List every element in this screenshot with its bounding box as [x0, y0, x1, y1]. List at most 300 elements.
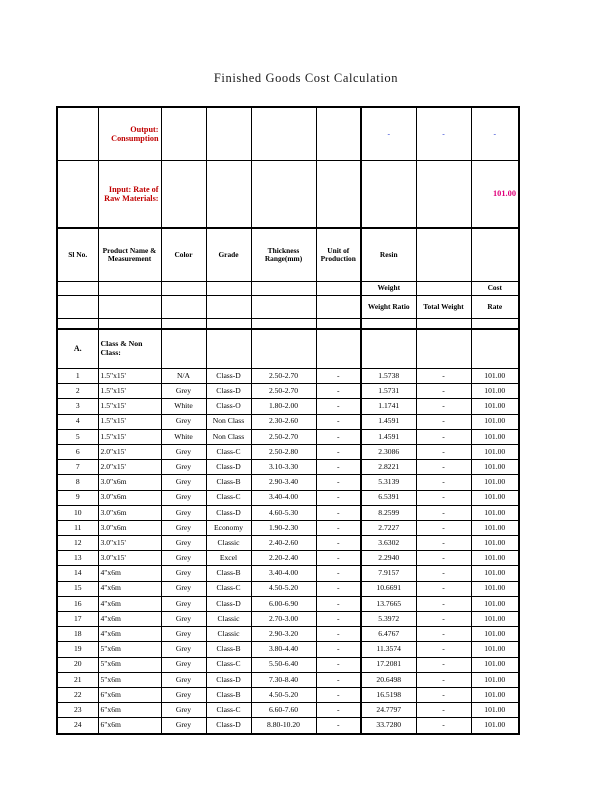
- cell-unit-of-production: -: [316, 627, 361, 642]
- header-weight-ratio: Weight Ratio: [361, 296, 416, 319]
- cell-color: Grey: [161, 581, 206, 596]
- cell-sl-no: 6: [57, 444, 98, 459]
- table-row: [57, 414, 519, 429]
- cell-weight-ratio: 5.3139: [361, 475, 416, 490]
- cell-color: Grey: [161, 703, 206, 718]
- cell-product-name: 2.0"x15': [98, 460, 161, 475]
- input-row-blank-color: [161, 161, 206, 229]
- cell-grade: Class-B: [206, 687, 251, 702]
- cell-unit-of-production: -: [316, 505, 361, 520]
- cell-total-weight: -: [416, 460, 471, 475]
- subheader-blank-grade: [206, 296, 251, 319]
- output-rate-dash: -: [471, 107, 519, 161]
- cell-sl-no: 20: [57, 657, 98, 672]
- cell-sl-no: 14: [57, 566, 98, 581]
- cell-thickness-range: 3.40-4.00: [251, 490, 316, 505]
- table-row: [57, 627, 519, 642]
- cell-weight-ratio: 1.5731: [361, 384, 416, 399]
- cell-unit-of-production: -: [316, 490, 361, 505]
- cell-color: White: [161, 399, 206, 414]
- cell-weight-ratio: 2.2940: [361, 551, 416, 566]
- table-row: [57, 444, 519, 459]
- table-row: [57, 672, 519, 687]
- cell-weight-ratio: 3.6302: [361, 536, 416, 551]
- cell-unit-of-production: -: [316, 566, 361, 581]
- table-row: [57, 657, 519, 672]
- cell-thickness-range: 8.80-10.20: [251, 718, 316, 734]
- cell-sl-no: 18: [57, 627, 98, 642]
- cell-sl-no: 12: [57, 536, 98, 551]
- cell-grade: Class-D: [206, 384, 251, 399]
- cell-thickness-range: 5.50-6.40: [251, 657, 316, 672]
- table-row: [57, 520, 519, 535]
- cell-rate: 101.00: [471, 566, 519, 581]
- cell-thickness-range: 2.90-3.20: [251, 627, 316, 642]
- cell-rate: 101.00: [471, 490, 519, 505]
- group-row-blank-product: [98, 282, 161, 296]
- cell-grade: Classic: [206, 612, 251, 627]
- table-row: [57, 475, 519, 490]
- cell-color: Grey: [161, 384, 206, 399]
- cell-unit-of-production: -: [316, 399, 361, 414]
- cell-color: Grey: [161, 612, 206, 627]
- cell-grade: Class-B: [206, 475, 251, 490]
- table-row: [57, 536, 519, 551]
- cell-thickness-range: 2.90-3.40: [251, 475, 316, 490]
- cell-total-weight: -: [416, 520, 471, 535]
- cell-sl-no: 16: [57, 596, 98, 611]
- cell-unit-of-production: -: [316, 384, 361, 399]
- cell-total-weight: -: [416, 475, 471, 490]
- cell-thickness-range: 6.00-6.90: [251, 596, 316, 611]
- cell-weight-ratio: 2.7227: [361, 520, 416, 535]
- spacer-cell-total: [416, 319, 471, 330]
- group-row-blank-grade: [206, 282, 251, 296]
- input-row-blank-grade: [206, 161, 251, 229]
- cell-unit-of-production: -: [316, 520, 361, 535]
- cell-weight-ratio: 8.2599: [361, 505, 416, 520]
- spacer-cell-rate: [471, 319, 519, 330]
- group-row-blank-sl: [57, 282, 98, 296]
- header-resin-span-blank: [416, 228, 471, 282]
- cell-color: Grey: [161, 460, 206, 475]
- cell-product-name: 5"x6m: [98, 657, 161, 672]
- cell-unit-of-production: -: [316, 612, 361, 627]
- cell-thickness-range: 4.50-5.20: [251, 581, 316, 596]
- output-row-blank-sl: [57, 107, 98, 161]
- header-resin: Resin: [361, 228, 416, 282]
- cell-thickness-range: 1.80-2.00: [251, 399, 316, 414]
- cell-product-name: 3.0"x6m: [98, 490, 161, 505]
- cell-thickness-range: 2.30-2.60: [251, 414, 316, 429]
- cell-color: Grey: [161, 536, 206, 551]
- cell-color: Grey: [161, 505, 206, 520]
- spacer-cell-grade: [206, 319, 251, 330]
- cell-sl-no: 24: [57, 718, 98, 734]
- input-rate-row: [57, 161, 519, 229]
- cell-product-name: 6"x6m: [98, 687, 161, 702]
- header-cost-group: Cost: [471, 282, 519, 296]
- cost-calculation-table: [56, 106, 520, 735]
- table-row: [57, 399, 519, 414]
- header-color: Color: [161, 228, 206, 282]
- cell-sl-no: 5: [57, 429, 98, 444]
- cell-rate: 101.00: [471, 460, 519, 475]
- cell-thickness-range: 3.80-4.40: [251, 642, 316, 657]
- cell-product-name: 1.5"x15': [98, 429, 161, 444]
- cell-product-name: 3.0"x15': [98, 536, 161, 551]
- input-row-blank-unit: [316, 161, 361, 229]
- cell-unit-of-production: -: [316, 429, 361, 444]
- header-product-name: Product Name & Measurement: [98, 228, 161, 282]
- column-header-row: [57, 228, 519, 282]
- cell-thickness-range: 2.50-2.70: [251, 384, 316, 399]
- cell-unit-of-production: -: [316, 414, 361, 429]
- cell-unit-of-production: -: [316, 581, 361, 596]
- spacer-cell-sl: [57, 319, 98, 330]
- cell-unit-of-production: -: [316, 444, 361, 459]
- cell-product-name: 3.0"x6m: [98, 475, 161, 490]
- cell-thickness-range: 2.50-2.70: [251, 369, 316, 384]
- table-row: [57, 596, 519, 611]
- output-row-blank-unit: [316, 107, 361, 161]
- cell-grade: Classic: [206, 536, 251, 551]
- cell-rate: 101.00: [471, 627, 519, 642]
- spacer-cell-color: [161, 319, 206, 330]
- cell-color: Grey: [161, 551, 206, 566]
- cell-grade: Class-B: [206, 566, 251, 581]
- cell-product-name: 6"x6m: [98, 703, 161, 718]
- header-cost-span-blank: [471, 228, 519, 282]
- spacer-cell-thickness: [251, 319, 316, 330]
- cell-total-weight: -: [416, 581, 471, 596]
- cell-weight-ratio: 5.3972: [361, 612, 416, 627]
- section-blank-thickness: [251, 329, 316, 369]
- cell-unit-of-production: -: [316, 475, 361, 490]
- cell-sl-no: 3: [57, 399, 98, 414]
- subheader-blank-sl: [57, 296, 98, 319]
- cell-product-name: 4"x6m: [98, 627, 161, 642]
- header-grade: Grade: [206, 228, 251, 282]
- cell-grade: Class-C: [206, 444, 251, 459]
- cell-total-weight: -: [416, 672, 471, 687]
- cell-sl-no: 19: [57, 642, 98, 657]
- cell-rate: 101.00: [471, 672, 519, 687]
- input-row-blank-thickness: [251, 161, 316, 229]
- cell-grade: Class-D: [206, 718, 251, 734]
- cell-grade: Class-C: [206, 581, 251, 596]
- cell-grade: Class-B: [206, 642, 251, 657]
- section-row-a: [57, 329, 519, 369]
- input-row-blank-total: [416, 161, 471, 229]
- section-letter: A.: [57, 329, 98, 369]
- cell-rate: 101.00: [471, 369, 519, 384]
- cell-unit-of-production: -: [316, 672, 361, 687]
- cell-total-weight: -: [416, 414, 471, 429]
- cell-grade: Classic: [206, 627, 251, 642]
- cell-rate: 101.00: [471, 505, 519, 520]
- cell-color: Grey: [161, 490, 206, 505]
- section-blank-unit: [316, 329, 361, 369]
- group-row-blank-total: [416, 282, 471, 296]
- cell-sl-no: 13: [57, 551, 98, 566]
- cell-unit-of-production: -: [316, 369, 361, 384]
- cell-rate: 101.00: [471, 642, 519, 657]
- cell-total-weight: -: [416, 384, 471, 399]
- cell-total-weight: -: [416, 505, 471, 520]
- section-blank-grade: [206, 329, 251, 369]
- cell-thickness-range: 1.90-2.30: [251, 520, 316, 535]
- subheader-blank-color: [161, 296, 206, 319]
- cell-weight-ratio: 1.4591: [361, 429, 416, 444]
- cell-color: Grey: [161, 596, 206, 611]
- cell-grade: Class-D: [206, 672, 251, 687]
- cell-weight-ratio: 11.3574: [361, 642, 416, 657]
- table-row: [57, 551, 519, 566]
- input-row-blank-resin: [361, 161, 416, 229]
- table-row: [57, 718, 519, 734]
- cell-product-name: 6"x6m: [98, 718, 161, 734]
- input-rate-label: Input: Rate of Raw Materials:: [98, 161, 161, 229]
- cell-product-name: 1.5"x15': [98, 384, 161, 399]
- cell-total-weight: -: [416, 566, 471, 581]
- cell-grade: Class-D: [206, 505, 251, 520]
- table-row: [57, 490, 519, 505]
- cell-sl-no: 8: [57, 475, 98, 490]
- header-weight-group: Weight: [361, 282, 416, 296]
- cell-sl-no: 1: [57, 369, 98, 384]
- cell-rate: 101.00: [471, 657, 519, 672]
- cell-thickness-range: 3.40-4.00: [251, 566, 316, 581]
- cell-weight-ratio: 20.6498: [361, 672, 416, 687]
- cell-total-weight: -: [416, 703, 471, 718]
- cell-rate: 101.00: [471, 520, 519, 535]
- cell-thickness-range: 6.60-7.60: [251, 703, 316, 718]
- cell-product-name: 3.0"x6m: [98, 520, 161, 535]
- cell-color: Grey: [161, 687, 206, 702]
- cell-total-weight: -: [416, 612, 471, 627]
- cell-weight-ratio: 17.2081: [361, 657, 416, 672]
- cell-total-weight: -: [416, 490, 471, 505]
- cell-thickness-range: 2.20-2.40: [251, 551, 316, 566]
- table-row: [57, 642, 519, 657]
- cell-weight-ratio: 1.1741: [361, 399, 416, 414]
- table-row: [57, 460, 519, 475]
- cell-grade: Non Class: [206, 414, 251, 429]
- cell-sl-no: 22: [57, 687, 98, 702]
- cell-grade: Excel: [206, 551, 251, 566]
- header-total-weight: Total Weight: [416, 296, 471, 319]
- cell-color: Grey: [161, 642, 206, 657]
- cell-product-name: 5"x6m: [98, 672, 161, 687]
- header-rate: Rate: [471, 296, 519, 319]
- cell-color: Grey: [161, 657, 206, 672]
- cell-sl-no: 11: [57, 520, 98, 535]
- table-row: [57, 612, 519, 627]
- cell-sl-no: 7: [57, 460, 98, 475]
- spacer-cell-product: [98, 319, 161, 330]
- cell-rate: 101.00: [471, 475, 519, 490]
- cell-color: Grey: [161, 414, 206, 429]
- cell-weight-ratio: 1.5738: [361, 369, 416, 384]
- cell-grade: Economy: [206, 520, 251, 535]
- cell-color: Grey: [161, 444, 206, 459]
- cell-grade: Class-C: [206, 703, 251, 718]
- section-blank-color: [161, 329, 206, 369]
- cell-color: White: [161, 429, 206, 444]
- cell-product-name: 2.0"x15': [98, 444, 161, 459]
- cell-grade: Class-D: [206, 596, 251, 611]
- cell-color: Grey: [161, 475, 206, 490]
- output-row-blank-grade: [206, 107, 251, 161]
- subheader-blank-thickness: [251, 296, 316, 319]
- cell-product-name: 3.0"x15': [98, 551, 161, 566]
- cell-grade: Class-C: [206, 490, 251, 505]
- cell-thickness-range: 2.70-3.00: [251, 612, 316, 627]
- cell-rate: 101.00: [471, 718, 519, 734]
- spacer-cell-resin: [361, 319, 416, 330]
- cell-unit-of-production: -: [316, 642, 361, 657]
- cell-unit-of-production: -: [316, 657, 361, 672]
- cell-rate: 101.00: [471, 384, 519, 399]
- spacer-row: [57, 319, 519, 330]
- cell-rate: 101.00: [471, 444, 519, 459]
- cell-grade: Class-C: [206, 657, 251, 672]
- cell-weight-ratio: 10.6691: [361, 581, 416, 596]
- cell-product-name: 4"x6m: [98, 596, 161, 611]
- cell-sl-no: 4: [57, 414, 98, 429]
- cell-product-name: 1.5"x15': [98, 414, 161, 429]
- cell-weight-ratio: 2.8221: [361, 460, 416, 475]
- cell-unit-of-production: -: [316, 687, 361, 702]
- input-row-blank-sl: [57, 161, 98, 229]
- cell-rate: 101.00: [471, 414, 519, 429]
- header-sl-no: Sl No.: [57, 228, 98, 282]
- section-name: Class & Non Class:: [98, 329, 161, 369]
- cell-sl-no: 23: [57, 703, 98, 718]
- table-row: [57, 703, 519, 718]
- cell-product-name: 5"x6m: [98, 642, 161, 657]
- output-row-blank-thickness: [251, 107, 316, 161]
- cell-grade: Class-O: [206, 399, 251, 414]
- cell-thickness-range: 2.50-2.70: [251, 429, 316, 444]
- cell-product-name: 1.5"x15': [98, 369, 161, 384]
- cell-total-weight: -: [416, 627, 471, 642]
- cell-color: Grey: [161, 627, 206, 642]
- cell-color: Grey: [161, 520, 206, 535]
- table-row: [57, 581, 519, 596]
- cell-weight-ratio: 33.7280: [361, 718, 416, 734]
- output-consumption-label: Output: Consumption: [98, 107, 161, 161]
- cell-grade: Class-D: [206, 369, 251, 384]
- group-row-blank-unit: [316, 282, 361, 296]
- cell-total-weight: -: [416, 536, 471, 551]
- cell-thickness-range: 2.50-2.80: [251, 444, 316, 459]
- cell-total-weight: -: [416, 596, 471, 611]
- table-row: [57, 384, 519, 399]
- output-total-weight-dash: -: [416, 107, 471, 161]
- cell-product-name: 3.0"x6m: [98, 505, 161, 520]
- output-row-blank-color: [161, 107, 206, 161]
- table-row: [57, 566, 519, 581]
- cell-sl-no: 10: [57, 505, 98, 520]
- cell-weight-ratio: 24.7797: [361, 703, 416, 718]
- cell-unit-of-production: -: [316, 536, 361, 551]
- table-row: [57, 687, 519, 702]
- page-title: Finished Goods Cost Calculation: [213, 71, 399, 85]
- cell-unit-of-production: -: [316, 551, 361, 566]
- cell-weight-ratio: 1.4591: [361, 414, 416, 429]
- cell-color: Grey: [161, 672, 206, 687]
- cell-unit-of-production: -: [316, 460, 361, 475]
- cell-weight-ratio: 7.9157: [361, 566, 416, 581]
- table-body: [57, 107, 519, 734]
- header-unit-of-production: Unit of Production: [316, 228, 361, 282]
- cell-thickness-range: 4.60-5.30: [251, 505, 316, 520]
- cell-rate: 101.00: [471, 612, 519, 627]
- section-blank-total: [416, 329, 471, 369]
- table-row: [57, 505, 519, 520]
- subheader-row: [57, 296, 519, 319]
- cell-sl-no: 2: [57, 384, 98, 399]
- section-blank-resin: [361, 329, 416, 369]
- cell-sl-no: 17: [57, 612, 98, 627]
- section-blank-rate: [471, 329, 519, 369]
- cell-unit-of-production: -: [316, 703, 361, 718]
- subheader-blank-unit: [316, 296, 361, 319]
- cell-sl-no: 15: [57, 581, 98, 596]
- cell-total-weight: -: [416, 551, 471, 566]
- output-resin-dash: -: [361, 107, 416, 161]
- table-row: [57, 369, 519, 384]
- header-thickness-range: Thickness Range(mm): [251, 228, 316, 282]
- group-header-row: [57, 282, 519, 296]
- cell-rate: 101.00: [471, 596, 519, 611]
- cell-total-weight: -: [416, 687, 471, 702]
- cell-product-name: 4"x6m: [98, 612, 161, 627]
- cell-product-name: 4"x6m: [98, 581, 161, 596]
- cell-total-weight: -: [416, 657, 471, 672]
- cell-total-weight: -: [416, 429, 471, 444]
- cell-rate: 101.00: [471, 399, 519, 414]
- cell-thickness-range: 2.40-2.60: [251, 536, 316, 551]
- cell-total-weight: -: [416, 718, 471, 734]
- group-row-blank-color: [161, 282, 206, 296]
- cell-weight-ratio: 6.5391: [361, 490, 416, 505]
- cell-weight-ratio: 2.3086: [361, 444, 416, 459]
- subheader-blank-product: [98, 296, 161, 319]
- cell-color: Grey: [161, 718, 206, 734]
- cell-thickness-range: 3.10-3.30: [251, 460, 316, 475]
- cell-weight-ratio: 16.5198: [361, 687, 416, 702]
- output-consumption-row: [57, 107, 519, 161]
- cell-rate: 101.00: [471, 703, 519, 718]
- table-row: [57, 429, 519, 444]
- cell-thickness-range: 4.50-5.20: [251, 687, 316, 702]
- cell-thickness-range: 7.30-8.40: [251, 672, 316, 687]
- cell-total-weight: -: [416, 399, 471, 414]
- cell-color: Grey: [161, 566, 206, 581]
- cell-rate: 101.00: [471, 551, 519, 566]
- cell-grade: Class-D: [206, 460, 251, 475]
- cell-unit-of-production: -: [316, 718, 361, 734]
- cell-total-weight: -: [416, 444, 471, 459]
- cell-total-weight: -: [416, 369, 471, 384]
- group-row-blank-thickness: [251, 282, 316, 296]
- cell-weight-ratio: 6.4767: [361, 627, 416, 642]
- cell-weight-ratio: 13.7665: [361, 596, 416, 611]
- cell-color: N/A: [161, 369, 206, 384]
